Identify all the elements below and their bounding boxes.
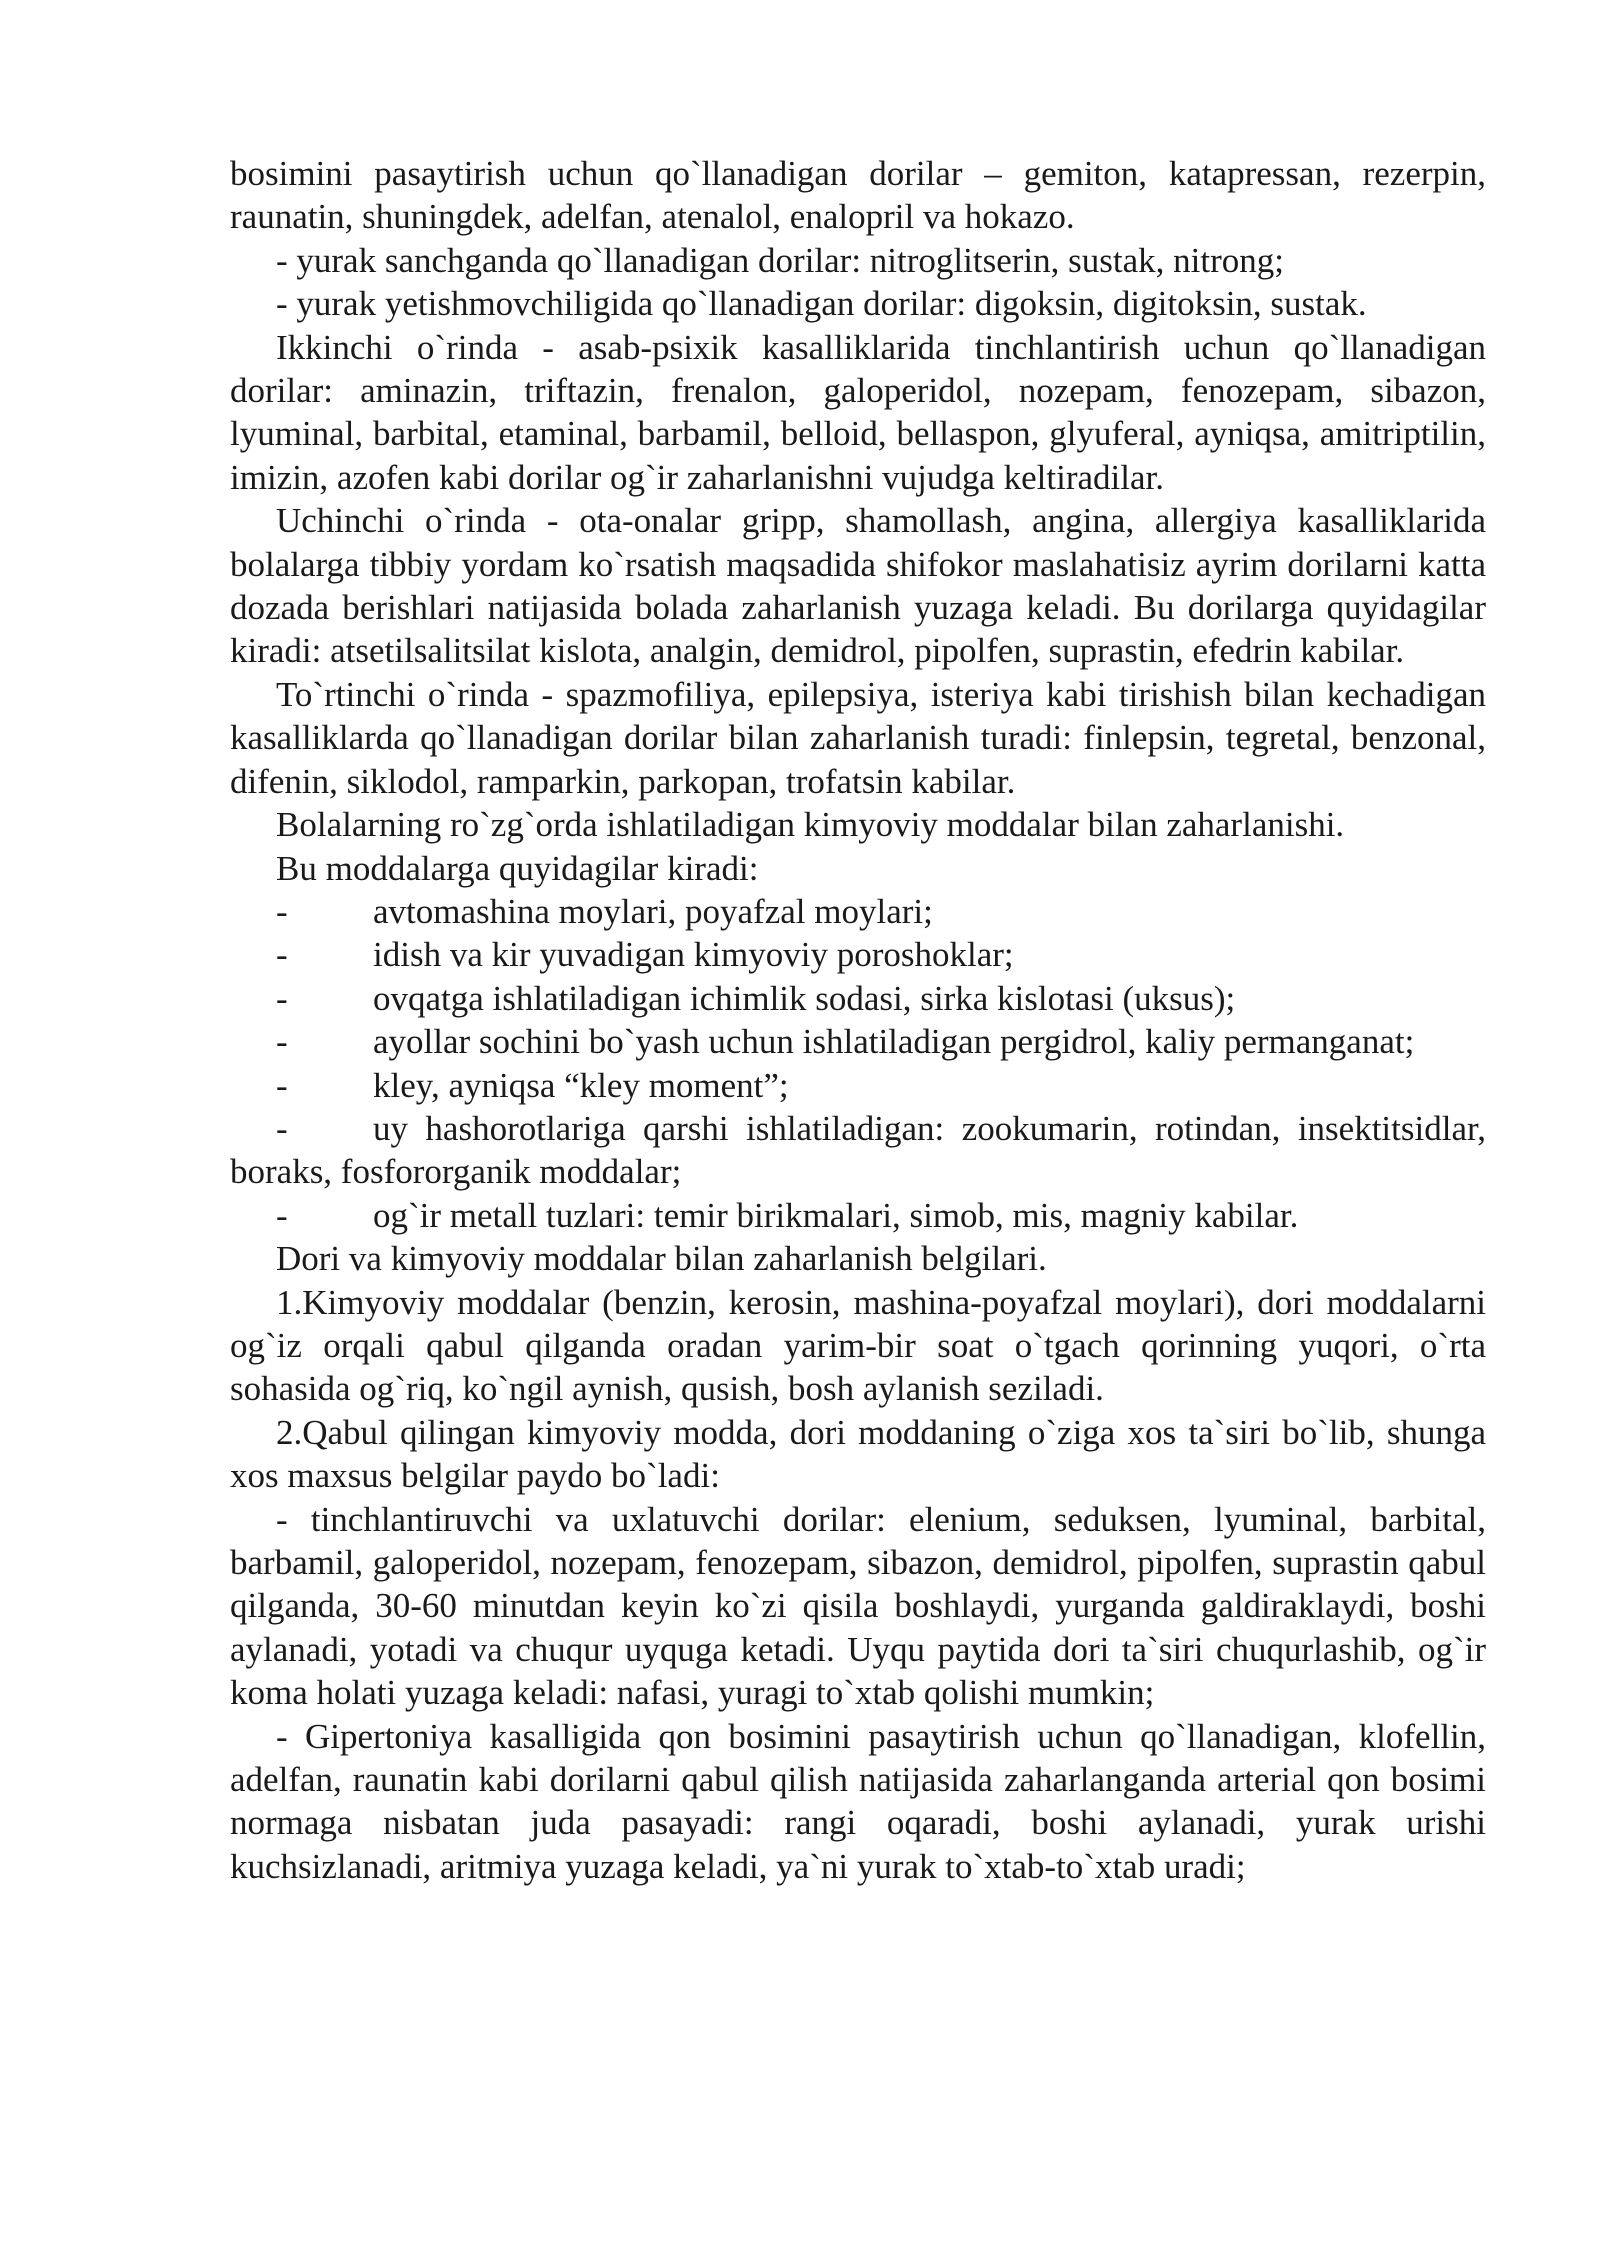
- list-item-text: idish va kir yuvadigan kimyoviy poroshoklar;: [373, 935, 1014, 975]
- paragraph: - tinchlantiruvchi va uxlatuvchi dorilar: elenium, seduksen, lyuminal, barbital, barbamil, galoperidol, nozepam, fenozepam, sibazon, demidrol, pipolfen, suprastin qabul qilganda, 30-60 minutdan keyin ko`zi qisila boshlaydi, yurganda galdiraklaydi, boshi aylanadi, yotadi va chuqur uyquga ketadi. Uyqu paytida dori ta`siri chuqurlashib, og`ir koma holati yuzaga keladi: nafasi, yuragi to`xtab qolishi mumkin;: [230, 1499, 1486, 1713]
- list-item-text: kley, ayniqsa “kley moment”;: [373, 1065, 789, 1105]
- list-bullet: -: [276, 1022, 288, 1062]
- paragraph: Uchinchi o`rinda - ota-onalar gripp, shamollash, angina, allergiya kasalliklarida bolalarga tibbiy yordam ko`rsatish maqsadida shifokor maslahatisiz ayrim dorilarni katta dozada berishlari natijasida bolada zaharlanish yuzaga keladi. Bu dorilarga quyidagilar kiradi: atsetilsalitsilat kislota, analgin, demidrol, pipolfen, suprastin, efedrin kabilar.: [230, 501, 1486, 671]
- list-item: [230, 977, 1486, 1020]
- paragraph: To`rtinchi o`rinda - spazmofiliya, epilepsiya, isteriya kabi tirishish bilan kechadigan kasalliklarda qo`llanadigan dorilar bilan zaharlanish turadi: finlepsin, tegretal, benzonal, difenin, siklodol, ramparkin, parkopan, trofatsin kabilar.: [230, 674, 1486, 801]
- paragraph: - Gipertoniya kasalligida qon bosimini pasaytirish uchun qo`llanadigan, klofellin, adelfan, raunatin kabi dorilarni qabul qilish natijasida zaharlanganda arterial qon bosimi normaga nisbatan juda pasayadi: rangi oqaradi, boshi aylanadi, yurak urishi kuchsizlanadi, aritmiya yuzaga keladi, ya`ni yurak to`xtab-to`xtab uradi;: [230, 1716, 1486, 1886]
- list-bullet: -: [276, 978, 288, 1018]
- list-bullet: -: [276, 935, 288, 975]
- list-item-text: ayollar sochini bo`yash uchun ishlatiladigan pergidrol, kaliy permanganat;: [373, 1022, 1415, 1062]
- list-bullet: -: [276, 891, 288, 931]
- paragraph: 2.Qabul qilingan kimyoviy modda, dori moddaning o`ziga xos ta`siri bo`lib, shunga xos maxsus belgilar paydo bo`ladi:: [230, 1412, 1486, 1496]
- list-item: [230, 1194, 1486, 1237]
- list-item: [230, 933, 1486, 976]
- list-item-text: uy hashorotlariga qarshi ishlatiladigan: zookumarin, rotindan, insektitsidlar, boraks, fosfororganik moddalar;: [230, 1108, 1486, 1192]
- paragraph: - yurak sanchganda qo`llanadigan dorilar: nitroglitserin, sustak, nitrong;: [276, 240, 1284, 280]
- paragraph: Ikkinchi o`rinda - asab-psixik kasalliklarida tinchlantirish uchun qo`llanadigan dorilar: aminazin, triftazin, frenalon, galoperidol, nozepam, fenozepam, sibazon, lyuminal, barbital, etaminal, barbamil, belloid, bellaspon, glyuferal, ayniqsa, amitriptilin, imizin, azofen kabi dorilar og`ir zaharlanishni vujudga keltiradilar.: [230, 327, 1486, 497]
- document-page: [230, 152, 1486, 1888]
- list-item: [230, 1107, 1486, 1194]
- paragraph: bosimini pasaytirish uchun qo`llanadigan dorilar – gemiton, katapressan, rezerpin, raunatin, shuningdek, adelfan, atenalol, enalopril va hokazo.: [230, 154, 1486, 237]
- paragraph: Dori va kimyoviy moddalar bilan zaharlanish belgilari.: [276, 1239, 1047, 1279]
- list-item-text: ovqatga ishlatiladigan ichimlik sodasi, sirka kislotasi (uksus);: [373, 978, 1236, 1018]
- list-item-text: og`ir metall tuzlari: temir birikmalari, simob, mis, magniy kabilar.: [373, 1195, 1299, 1235]
- list-item: [230, 890, 1486, 933]
- list-bullet: -: [276, 1108, 288, 1148]
- list-item: [230, 1020, 1486, 1063]
- paragraph: 1.Kimyoviy moddalar (benzin, kerosin, mashina-poyafzal moylari), dori moddalarni og`iz orqali qabul qilganda oradan yarim-bir soat o`tgach qorinning yuqori, o`rta sohasida og`riq, ko`ngil aynish, qusish, bosh aylanish seziladi.: [230, 1282, 1486, 1409]
- paragraph: Bu moddalarga quyidagilar kiradi:: [276, 848, 759, 888]
- paragraph: Bolalarning ro`zg`orda ishlatiladigan kimyoviy moddalar bilan zaharlanishi.: [276, 805, 1345, 845]
- list-bullet: -: [276, 1195, 288, 1235]
- list-item-text: avtomashina moylari, poyafzal moylari;: [373, 891, 933, 931]
- list-item: [230, 1064, 1486, 1107]
- list-bullet: -: [276, 1065, 288, 1105]
- paragraph: - yurak yetishmovchiligida qo`llanadigan dorilar: digoksin, digitoksin, sustak.: [276, 284, 1367, 324]
